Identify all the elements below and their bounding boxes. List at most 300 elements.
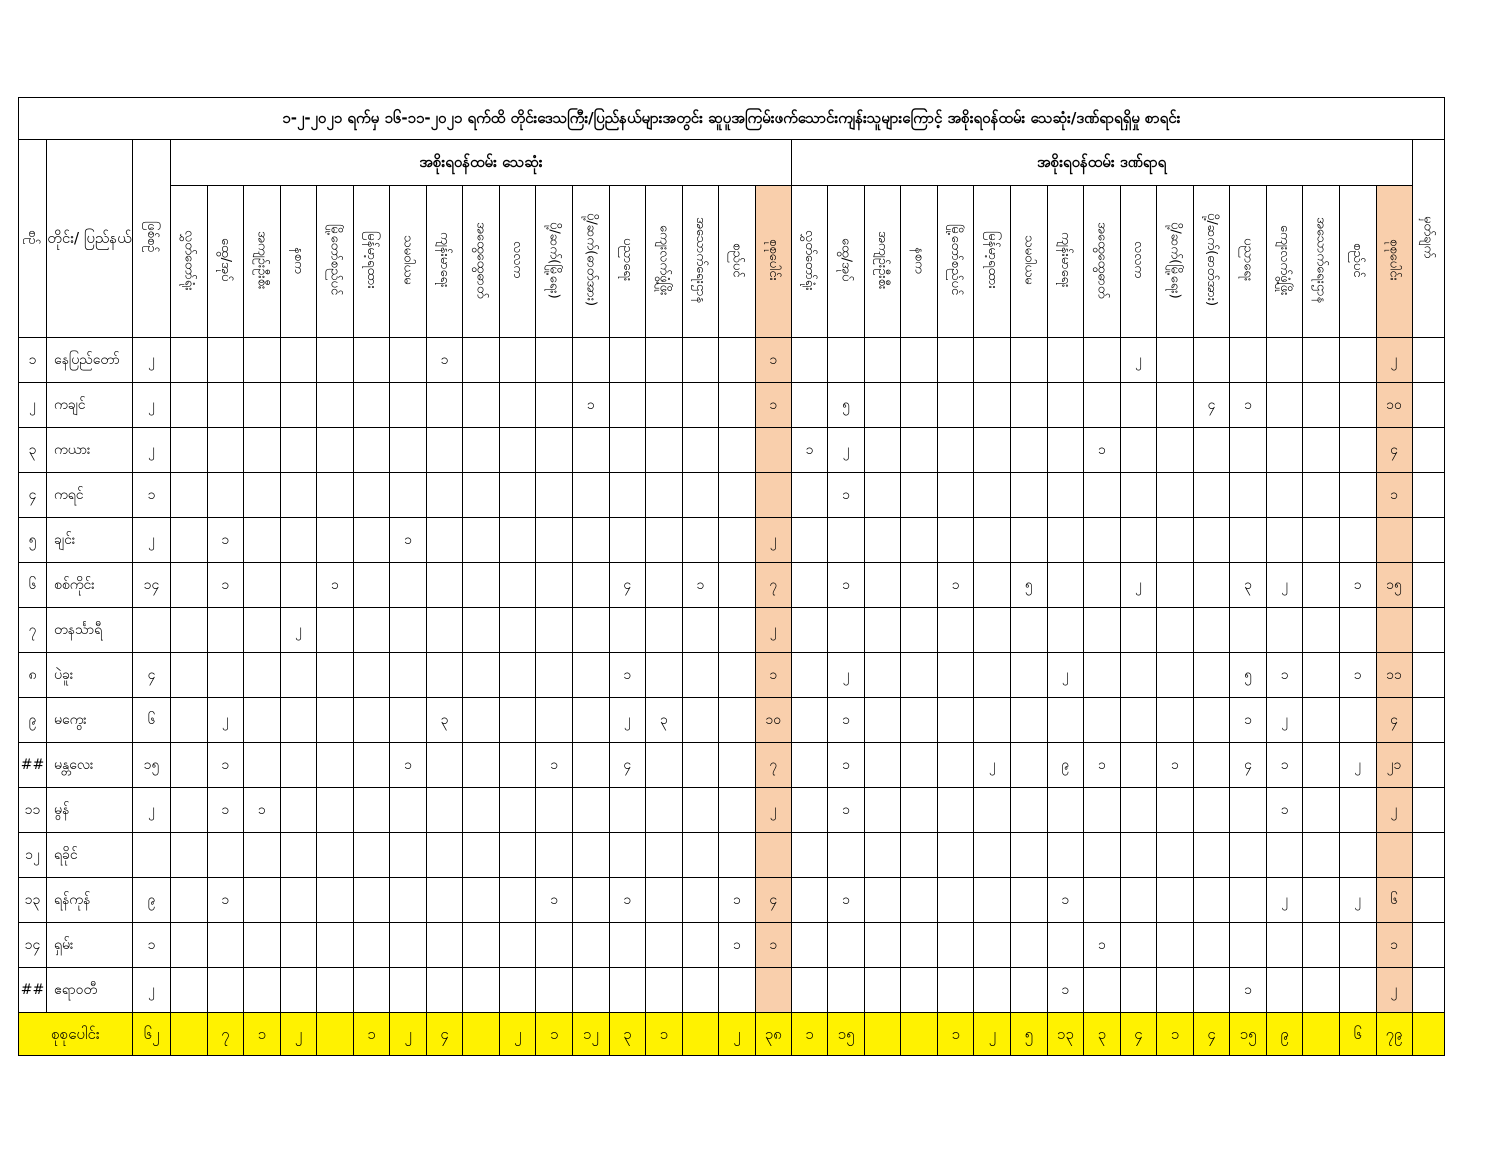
death-value-cell: ၁ [609,653,646,698]
injury-value-cell [828,923,865,968]
remarks-cell [1412,338,1444,383]
injury-value-cell: ၁ [1339,563,1376,608]
injury-value-cell [1011,968,1048,1013]
injury-value-cell [937,788,974,833]
remarks-cell [1412,563,1444,608]
injury-value-cell: ၂ [1339,878,1376,923]
ministry-label: အကျဉ်းဦးစီး [875,230,891,290]
injury-value-cell [937,878,974,923]
ministry-label: အကျဉ်းဦးစီး [254,230,270,290]
injury-value-cell [937,833,974,878]
injury-value-cell [1193,518,1230,563]
death-value-cell [499,653,536,698]
death-value-cell [171,338,208,383]
serial-cell: ၆ [19,563,47,608]
death-value-cell [171,698,208,743]
death-value-cell [682,968,719,1013]
death-value-cell [609,383,646,428]
injury-value-cell [937,518,974,563]
remarks-cell [1412,788,1444,833]
injury-value-cell [1303,653,1340,698]
injury-value-cell [1120,608,1157,653]
death-value-cell [317,383,354,428]
injury-value-cell [937,698,974,743]
injury-value-cell [974,608,1011,653]
death-value-cell [244,878,281,923]
injury-value-cell [791,518,828,563]
death-total-cell: ၂ [755,608,791,653]
remarks-cell [1412,518,1444,563]
death-value-cell [171,788,208,833]
injury-value-cell [1266,428,1303,473]
ministry-label: ပညာရေး [1240,238,1256,282]
injury-value-cell [864,878,901,923]
death-value-cell [719,743,756,788]
death-value-cell [536,563,573,608]
death-value-cell [573,698,610,743]
death-value-cell [719,428,756,473]
death-value-cell: ၁ [390,743,427,788]
injury-value-cell [1193,968,1230,1013]
death-value-cell [426,653,463,698]
injury-value-cell [901,653,938,698]
remarks-cell [1412,653,1444,698]
death-value-cell [244,473,281,518]
death-ministry-header [499,186,536,338]
injury-value-cell [901,473,938,518]
death-sum-cell: ၂ [280,1013,317,1056]
injury-value-cell: ၁ [937,563,974,608]
injury-ministry-header [1047,186,1084,338]
remarks-cell [1412,833,1444,878]
injury-value-cell: ၂ [1120,338,1157,383]
injury-value-cell [1157,968,1194,1013]
injury-value-cell [974,878,1011,923]
incident-count-cell [133,608,171,653]
injury-value-cell: ၄ [1230,743,1267,788]
death-sum-cell: ၂ [499,1013,536,1056]
injury-value-cell [864,698,901,743]
injury-value-cell [1339,428,1376,473]
table-row [19,923,1445,968]
incident-count-cell: ၂ [133,383,171,428]
injury-value-cell [1230,833,1267,878]
injury-value-cell: ၁ [791,428,828,473]
death-value-cell [536,338,573,383]
death-ministry-header [646,186,683,338]
death-total-cell: ၂ [755,518,791,563]
injury-value-cell [1193,833,1230,878]
totals-remarks-cell [1412,1013,1444,1056]
death-value-cell [171,653,208,698]
injury-total-cell: ၁၀ [1376,383,1412,428]
death-ministry-header [353,186,390,338]
death-value-cell [499,923,536,968]
death-value-cell [646,518,683,563]
ministry-label: နစက [290,246,306,274]
death-ministry-header [207,186,244,338]
death-value-cell [463,383,500,428]
remarks-cell [1412,473,1444,518]
serial-cell: ၄ [19,473,47,518]
injury-value-cell [974,788,1011,833]
injury-value-cell [1230,923,1267,968]
injury-value-cell [937,428,974,473]
ministry-label: စည်ပင် [729,242,745,278]
death-value-cell [353,743,390,788]
death-value-cell [463,608,500,653]
injury-value-cell: ၁ [1047,878,1084,923]
death-sum-cell: ၁ [353,1013,390,1056]
death-value-cell [426,473,463,518]
injury-value-cell [1266,923,1303,968]
ministry-label: ပညာရေး [619,238,635,282]
table-row [19,653,1445,698]
injury-value-cell [1157,338,1194,383]
death-value-cell [609,338,646,383]
injury-value-cell: ၂ [974,743,1011,788]
injury-value-cell [1157,563,1194,608]
death-value-cell [646,563,683,608]
death-value-cell [353,473,390,518]
death-ministry-header [682,186,719,338]
injury-sum-cell: ၅ [1011,1013,1048,1056]
death-total-cell: ၁ [755,338,791,383]
serial-header: စဉ် [19,140,47,338]
death-value-cell [244,383,281,428]
ministry-label: သမဝါယမ [400,235,416,285]
death-value-cell [171,968,208,1013]
injury-value-cell [864,833,901,878]
injury-value-cell [1303,383,1340,428]
death-value-cell [682,473,719,518]
ministry-label: အထွေထွေဓာတ် [1094,221,1110,299]
incident-count-cell: ၂ [133,518,171,563]
death-ministry-header [390,186,427,338]
injury-sum-cell: ၆ [1339,1013,1376,1056]
incident-count-cell: ၁ [133,473,171,518]
death-value-cell [719,698,756,743]
death-total-cell [755,833,791,878]
injury-value-cell [1157,608,1194,653]
region-name-cell: ရန်ကုန် [47,878,133,923]
injury-total-cell [1376,833,1412,878]
injury-value-cell [1339,923,1376,968]
injury-value-cell [1193,338,1230,383]
death-ministry-header [609,186,646,338]
injury-value-cell [1230,428,1267,473]
death-value-cell [646,338,683,383]
injury-value-cell [1047,833,1084,878]
region-name-cell: နေပြည်တော် [47,338,133,383]
injury-value-cell [901,698,938,743]
injury-value-cell: ၁ [1230,383,1267,428]
death-total-cell [755,428,791,473]
death-value-cell [536,518,573,563]
ministry-label: စည်ပင် [1350,242,1366,278]
injury-value-cell: ၅ [1230,653,1267,698]
death-value-cell [646,968,683,1013]
injury-value-cell: ၅ [828,383,865,428]
injury-value-cell [1120,518,1157,563]
injury-value-cell: ၁ [1230,698,1267,743]
death-value-cell [317,338,354,383]
injury-value-cell [791,473,828,518]
injury-value-cell [1193,698,1230,743]
ministry-label: ကျေးလက်ဖွံ့ဖြိုး [656,224,672,296]
death-value-cell: ၁ [317,563,354,608]
death-value-cell [390,923,427,968]
ministry-label: ပို့/ဆက်(ဓာတ်အား) [583,213,599,307]
death-value-cell [317,788,354,833]
injury-value-cell: ၁ [1266,743,1303,788]
death-value-cell [390,878,427,923]
death-value-cell [646,833,683,878]
remarks-cell [1412,743,1444,788]
injury-value-cell [901,968,938,1013]
totals-count-cell: ၆၂ [133,1013,171,1056]
injury-value-cell [791,698,828,743]
death-value-cell [390,383,427,428]
injury-total-cell: ၆ [1376,878,1412,923]
ministry-label: နစက [911,246,927,274]
death-value-cell [536,428,573,473]
ministry-label: မြို့တော်စည်ပင် [327,224,343,296]
death-value-cell [244,338,281,383]
count-header: ဖြစ်စဉ် [133,140,171,338]
injury-value-cell [864,428,901,473]
death-value-cell [536,608,573,653]
death-ministry-header [719,186,756,338]
injury-value-cell [1047,788,1084,833]
injury-value-cell [1084,518,1121,563]
death-total-cell: ၂ [755,788,791,833]
death-value-cell [682,698,719,743]
death-value-cell [353,428,390,473]
death-value-cell: ၂ [280,608,317,653]
injury-value-cell [937,923,974,968]
death-value-cell [573,653,610,698]
injury-value-cell [864,653,901,698]
death-value-cell [280,518,317,563]
death-value-cell [682,878,719,923]
remarks-cell [1412,923,1444,968]
death-value-cell [171,428,208,473]
injury-value-cell [1084,878,1121,923]
injury-value-cell [791,383,828,428]
death-value-cell [536,833,573,878]
death-value-cell: ၂ [609,698,646,743]
injury-value-cell [1266,473,1303,518]
death-total-cell: ၇ [755,743,791,788]
injury-value-cell [1193,743,1230,788]
remarks-cell [1412,608,1444,653]
injury-value-cell [1011,878,1048,923]
death-value-cell: ၁ [207,878,244,923]
injury-value-cell: ၁ [828,563,865,608]
injury-value-cell [974,383,1011,428]
death-sum-cell: ၇ [207,1013,244,1056]
death-value-cell [609,473,646,518]
death-value-cell [244,698,281,743]
death-value-cell [207,833,244,878]
injury-value-cell [1120,428,1157,473]
injury-value-cell [1157,698,1194,743]
region-name-cell: ကချင် [47,383,133,428]
death-value-cell [646,383,683,428]
injury-value-cell [1011,833,1048,878]
death-value-cell [207,968,244,1013]
death-value-cell [171,473,208,518]
incident-count-cell: ၁၅ [133,743,171,788]
injury-value-cell [1084,788,1121,833]
death-value-cell [682,833,719,878]
death-sum-cell [463,1013,500,1056]
death-value-cell [573,878,610,923]
death-sum-cell [682,1013,719,1056]
ministry-label: ကျန်းမာရေး [1057,232,1073,288]
injury-value-cell [1303,878,1340,923]
injury-value-cell [828,338,865,383]
injury-value-cell [1084,653,1121,698]
death-value-cell: ၁ [719,878,756,923]
death-value-cell [499,833,536,878]
remarks-cell [1412,968,1444,1013]
casualty-table [18,97,1445,1056]
death-value-cell [609,833,646,878]
injury-value-cell [1193,923,1230,968]
death-value-cell [682,428,719,473]
serial-cell: ၁၂ [19,833,47,878]
injury-value-cell [1047,338,1084,383]
ministry-label: အထွေထွေဓာတ် [473,221,489,299]
injury-ministry-header [1084,186,1121,338]
death-total-cell [755,473,791,518]
injury-value-cell [1011,743,1048,788]
death-value-cell [646,428,683,473]
injury-value-cell [1157,923,1194,968]
ministry-label: သမဝါယမ [1021,235,1037,285]
injury-value-cell [1120,743,1157,788]
death-value-cell [171,608,208,653]
injury-value-cell [1011,473,1048,518]
death-value-cell [499,473,536,518]
injury-ministry-header [1193,186,1230,338]
death-sum-cell: ၃ [609,1013,646,1056]
injury-value-cell [1084,338,1121,383]
injury-value-cell [937,968,974,1013]
death-value-cell [353,923,390,968]
death-value-cell [536,383,573,428]
death-value-cell [207,338,244,383]
injury-grand-total: ၇၉ [1376,1013,1412,1056]
injury-value-cell [1011,338,1048,383]
death-value-cell: ၄ [609,563,646,608]
region-name-cell: ပဲခူး [47,653,133,698]
death-value-cell: ၁ [573,383,610,428]
death-value-cell [280,428,317,473]
death-value-cell [463,968,500,1013]
death-value-cell [646,608,683,653]
ministry-label: လွှတ်တော်ရုံး [181,229,197,291]
serial-cell: ၁၃ [19,878,47,923]
death-value-cell [244,563,281,608]
death-value-cell [280,923,317,968]
injury-total-cell: ၂ [1376,338,1412,383]
injury-value-cell [1193,608,1230,653]
injury-value-cell: ၁ [1266,653,1303,698]
ministry-label: ကျေးလက်ဖွံ့ဖြိုး [1277,224,1293,296]
death-value-cell [536,653,573,698]
death-value-cell [719,518,756,563]
death-value-cell [426,923,463,968]
injury-value-cell [974,473,1011,518]
death-value-cell [280,833,317,878]
death-value-cell [280,563,317,608]
death-value-cell [499,518,536,563]
death-value-cell [609,968,646,1013]
death-value-cell: ၁ [207,788,244,833]
death-value-cell [573,923,610,968]
death-value-cell [573,428,610,473]
injury-value-cell [828,608,865,653]
injury-value-cell [901,518,938,563]
injury-ministry-header [974,186,1011,338]
injury-value-cell [1011,428,1048,473]
injury-value-cell [974,698,1011,743]
incident-count-cell: ၂ [133,968,171,1013]
injury-value-cell [901,383,938,428]
ministry-label: စုစုပေါင်း [765,239,781,281]
totals-row [19,1013,1445,1056]
death-value-cell [463,743,500,788]
injury-value-cell [901,608,938,653]
injury-value-cell: ၂ [828,653,865,698]
injury-value-cell [864,743,901,788]
death-value-cell [682,923,719,968]
injury-value-cell [828,518,865,563]
ministry-label: မြို့တော်စည်ပင် [948,224,964,296]
injury-value-cell: ၁ [1266,788,1303,833]
injury-value-cell [901,428,938,473]
injuries-group-header: အစိုးရဝန်ထမ်း ဒဏ်ရာရ [791,140,1412,186]
injury-sum-cell: ၉ [1266,1013,1303,1056]
serial-cell: ## [19,968,47,1013]
death-value-cell [463,698,500,743]
death-value-cell [426,878,463,923]
death-value-cell [244,428,281,473]
death-value-cell [317,923,354,968]
death-value-cell [390,338,427,383]
death-value-cell [317,878,354,923]
injury-value-cell [1303,563,1340,608]
injury-value-cell: ၁ [828,878,865,923]
injury-value-cell [901,563,938,608]
serial-cell: ၂ [19,383,47,428]
death-value-cell [317,608,354,653]
injury-ministry-header [1303,186,1340,338]
injury-value-cell [1339,383,1376,428]
injury-value-cell [791,833,828,878]
injury-sum-cell: ၄ [1193,1013,1230,1056]
death-value-cell [719,383,756,428]
injury-value-cell [1120,383,1157,428]
death-total-cell: ၁ [755,383,791,428]
death-sum-cell: ၁ [244,1013,281,1056]
death-value-cell [573,473,610,518]
injury-value-cell [1230,473,1267,518]
injury-value-cell [901,878,938,923]
